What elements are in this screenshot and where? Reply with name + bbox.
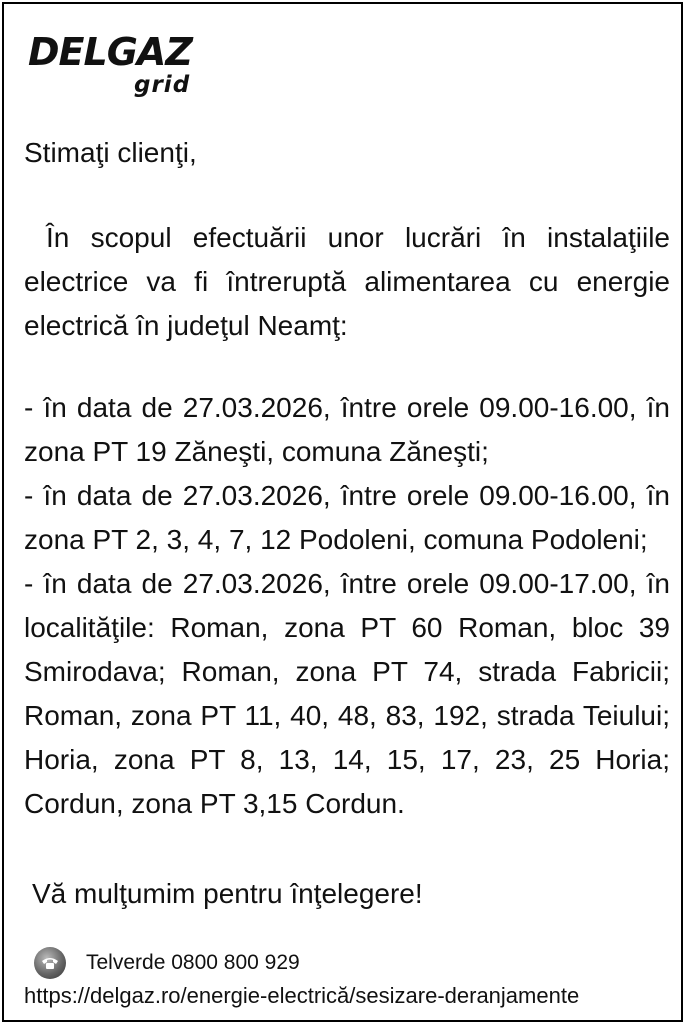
outage-item: - în data de 27.03.2026, între orele 09.00-17.00, în localităţile: Roman, zona PT 60 Roman, bloc 39 Smirodava; Roman, zona PT 74, strada Fabricii; Roman, zona PT 11, 40, 48, 83, 192, strada Teiului; Horia, zona PT 8, 13, 14, 15, 17, 23, 25 Horia; Cordun, zona PT 3,15 Cordun. <box>24 568 670 819</box>
delgaz-grid-logo <box>28 32 218 102</box>
thanks-message: Vă mulţumim pentru înţelegere! <box>32 878 423 909</box>
intro-paragraph: În scopul efectuării unor lucrări în instalaţiile electrice va fi întreruptă alimentarea cu energie electrică în judeţul Neamţ: <box>24 222 670 341</box>
outage-item: - în data de 27.03.2026, între orele 09.00-16.00, în zona PT 2, 3, 4, 7, 12 Podoleni, comuna Podoleni; <box>24 480 670 555</box>
phone-number: Telverde 0800 800 929 <box>86 951 300 974</box>
outage-list <box>24 386 670 826</box>
logo-sub: grid <box>134 72 191 98</box>
contact-line <box>34 946 300 980</box>
notice-frame <box>2 2 683 1022</box>
greeting: Stimaţi clienţi, <box>24 137 197 168</box>
phone-icon <box>34 947 66 979</box>
report-link[interactable]: https://delgaz.ro/energie-electrică/sesizare-deranjamente <box>24 983 580 1008</box>
logo-brand: DELGAZ <box>28 30 192 74</box>
outage-item: - în data de 27.03.2026, între orele 09.00-16.00, în zona PT 19 Zăneşti, comuna Zăneşti; <box>24 392 670 467</box>
